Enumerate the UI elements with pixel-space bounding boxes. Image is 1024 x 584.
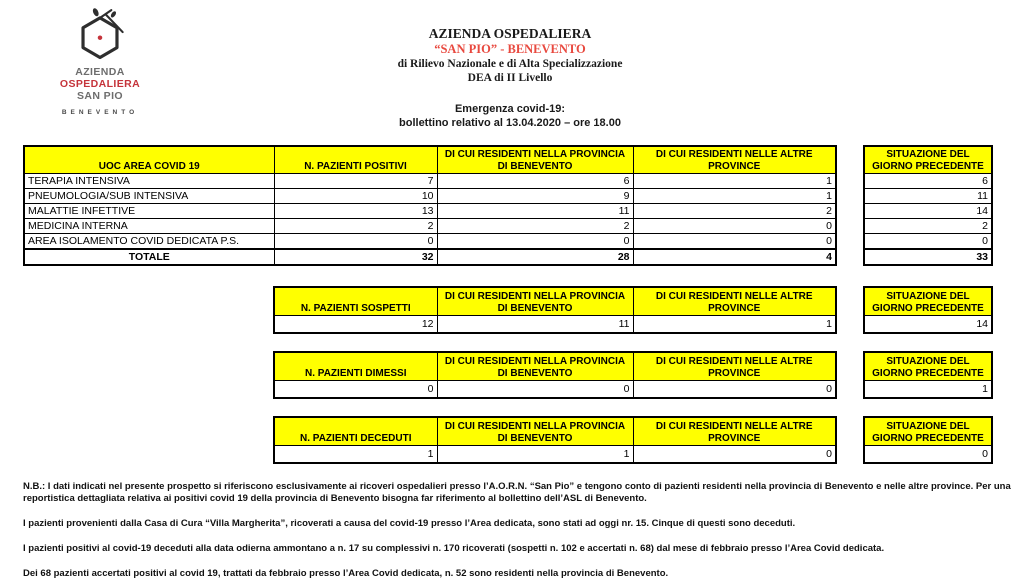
cell-benevento: 2 xyxy=(437,219,633,234)
note-deceduti-totali: I pazienti positivi al covid-19 deceduti alla data odierna ammontano a n. 17 su complessivi n. 170 ricoverati (sospetti n. 102 e accertati n. 68) dal mese di febbraio presso l’Area Covid dedicata. xyxy=(23,543,885,554)
table-row xyxy=(274,316,836,334)
cell-precedente: 11 xyxy=(864,189,992,204)
table-row xyxy=(864,204,992,219)
col-header-altre-province: DI CUI RESIDENTI NELLE ALTRE PROVINCE xyxy=(633,146,836,174)
cell-positivi: 13 xyxy=(274,204,437,219)
cell-benevento: 0 xyxy=(437,381,633,399)
cell-positivi: 10 xyxy=(274,189,437,204)
cell-altre: 1 xyxy=(633,189,836,204)
table-row xyxy=(24,174,836,189)
header-row xyxy=(24,146,836,174)
cell-value: 0 xyxy=(274,381,437,399)
total-altre: 4 xyxy=(633,249,836,265)
hexagon-logo-icon xyxy=(64,8,136,66)
cell-value: 1 xyxy=(274,446,437,464)
table-row xyxy=(24,189,836,204)
org-name: AZIENDA OSPEDALIERA xyxy=(428,26,592,41)
row-label: MEDICINA INTERNA xyxy=(24,219,274,234)
table-row xyxy=(864,381,992,399)
bulletin-date-line: bollettino relativo al 13.04.2020 – ore 18.00 xyxy=(399,116,621,129)
previous-day-table-discharged xyxy=(863,351,993,399)
table-row xyxy=(864,189,992,204)
col-header-uoc: UOC AREA COVID 19 xyxy=(24,146,274,174)
org-dea-level: DEA di II Livello xyxy=(467,72,553,84)
cell-benevento: 0 xyxy=(437,234,633,250)
cell-altre: 0 xyxy=(633,219,836,234)
col-header-positivi: N. PAZIENTI POSITIVI xyxy=(274,146,437,174)
cell-positivi: 0 xyxy=(274,234,437,250)
total-precedente: 33 xyxy=(864,249,992,265)
col-header-benevento: DI CUI RESIDENTI NELLA PROVINCIA DI BENEVENTO xyxy=(437,352,633,381)
row-label: PNEUMOLOGIA/SUB INTENSIVA xyxy=(24,189,274,204)
cell-benevento: 11 xyxy=(437,204,633,219)
cell-precedente: 0 xyxy=(864,446,992,464)
cell-precedente: 6 xyxy=(864,174,992,189)
deceased-patients-table xyxy=(273,416,837,464)
cell-positivi: 7 xyxy=(274,174,437,189)
header-row xyxy=(864,146,992,174)
col-header-benevento: DI CUI RESIDENTI NELLA PROVINCIA DI BENEVENTO xyxy=(437,287,633,316)
table-row-total xyxy=(864,249,992,265)
cell-altre: 2 xyxy=(633,204,836,219)
row-label: TERAPIA INTENSIVA xyxy=(24,174,274,189)
bulletin-title xyxy=(310,103,710,130)
cell-altre: 0 xyxy=(633,234,836,250)
table-row xyxy=(274,381,836,399)
col-header-altre-province: DI CUI RESIDENTI NELLE ALTRE PROVINCE xyxy=(633,352,836,381)
col-header-deceduti: N. PAZIENTI DECEDUTI xyxy=(274,417,437,446)
table-row xyxy=(864,174,992,189)
row-label: MALATTIE INFETTIVE xyxy=(24,204,274,219)
col-header-altre-province: DI CUI RESIDENTI NELLE ALTRE PROVINCE xyxy=(633,417,836,446)
letterhead xyxy=(310,26,710,85)
col-header-situazione: SITUAZIONE DEL GIORNO PRECEDENTE xyxy=(864,287,992,316)
table-row xyxy=(24,204,836,219)
header-row xyxy=(864,417,992,446)
table-row xyxy=(864,219,992,234)
col-header-situazione: SITUAZIONE DEL GIORNO PRECEDENTE xyxy=(864,146,992,174)
cell-value: 12 xyxy=(274,316,437,334)
header-row xyxy=(274,287,836,316)
cell-benevento: 1 xyxy=(437,446,633,464)
covid-units-table xyxy=(23,145,837,266)
org-description: di Rilievo Nazionale e di Alta Specializzazione xyxy=(397,58,623,70)
col-header-dimessi: N. PAZIENTI DIMESSI xyxy=(274,352,437,381)
cell-positivi: 2 xyxy=(274,219,437,234)
table-row xyxy=(24,219,836,234)
logo-text-ospedaliera: OSPEDALIERA xyxy=(59,78,141,90)
col-header-situazione: SITUAZIONE DEL GIORNO PRECEDENTE xyxy=(864,352,992,381)
header-row xyxy=(864,287,992,316)
note-villa-margherita: I pazienti provenienti dalla Casa di Cura “Villa Margherita”, ricoverati a causa del covid-19 presso l’Area dedicata, sono stati ad oggi nr. 15. Cinque di questi sono deceduti. xyxy=(23,518,796,529)
table-row xyxy=(864,446,992,464)
cell-precedente: 14 xyxy=(864,204,992,219)
org-subname: “SAN PIO” - BENEVENTO xyxy=(434,42,586,56)
logo-text-benevento: BENEVENTO xyxy=(61,109,139,116)
header-row xyxy=(864,352,992,381)
hospital-logo xyxy=(52,8,148,117)
cell-precedente: 2 xyxy=(864,219,992,234)
col-header-situazione: SITUAZIONE DEL GIORNO PRECEDENTE xyxy=(864,417,992,446)
row-label: AREA ISOLAMENTO COVID DEDICATA P.S. xyxy=(24,234,274,250)
cell-precedente: 14 xyxy=(864,316,992,334)
cell-benevento: 6 xyxy=(437,174,633,189)
table-row xyxy=(864,234,992,250)
cell-altre: 0 xyxy=(633,446,836,464)
table-row xyxy=(864,316,992,334)
discharged-patients-table xyxy=(273,351,837,399)
suspected-patients-table xyxy=(273,286,837,334)
cell-benevento: 9 xyxy=(437,189,633,204)
total-positivi: 32 xyxy=(274,249,437,265)
note-accertati-residenti: Dei 68 pazienti accertati positivi al covid 19, trattati da febbraio presso l’Area Covid dedicata, n. 52 sono residenti nella provincia di Benevento. xyxy=(23,568,669,579)
logo-text-azienda: AZIENDA xyxy=(75,66,125,78)
previous-day-table-suspected xyxy=(863,286,993,334)
col-header-altre-province: DI CUI RESIDENTI NELLE ALTRE PROVINCE xyxy=(633,287,836,316)
cell-precedente: 0 xyxy=(864,234,992,250)
emergency-title: Emergenza covid-19: xyxy=(454,103,566,115)
table-row xyxy=(274,446,836,464)
total-label: TOTALE xyxy=(24,249,274,265)
cell-benevento: 11 xyxy=(437,316,633,334)
previous-day-table-deceased xyxy=(863,416,993,464)
col-header-benevento: DI CUI RESIDENTI NELLA PROVINCIA DI BENEVENTO xyxy=(437,417,633,446)
col-header-benevento: DI CUI RESIDENTI NELLA PROVINCIA DI BENEVENTO xyxy=(437,146,633,174)
cell-altre: 0 xyxy=(633,381,836,399)
header-row xyxy=(274,352,836,381)
previous-day-table-main xyxy=(863,145,993,266)
note-nb: N.B.: I dati indicati nel presente prospetto si riferiscono esclusivamente ai ricoveri ospedalieri presso l’A.O.R.N. “San Pio” e tengono conto di pazienti residenti nella provincia di Benevento e nelle altre province. Per una reportistica dettagliata relativa ai positivi covid 19 della provincia di Benevento bisogna far riferimento al bollettino dell’ASL di Benevento. xyxy=(23,481,1011,504)
total-benevento: 28 xyxy=(437,249,633,265)
cell-altre: 1 xyxy=(633,174,836,189)
cell-altre: 1 xyxy=(633,316,836,334)
table-row xyxy=(24,234,836,250)
logo-text-sanpio: SAN PIO xyxy=(77,90,123,102)
table-row-total xyxy=(24,249,836,265)
cell-precedente: 1 xyxy=(864,381,992,399)
col-header-sospetti: N. PAZIENTI SOSPETTI xyxy=(274,287,437,316)
header-row xyxy=(274,417,836,446)
